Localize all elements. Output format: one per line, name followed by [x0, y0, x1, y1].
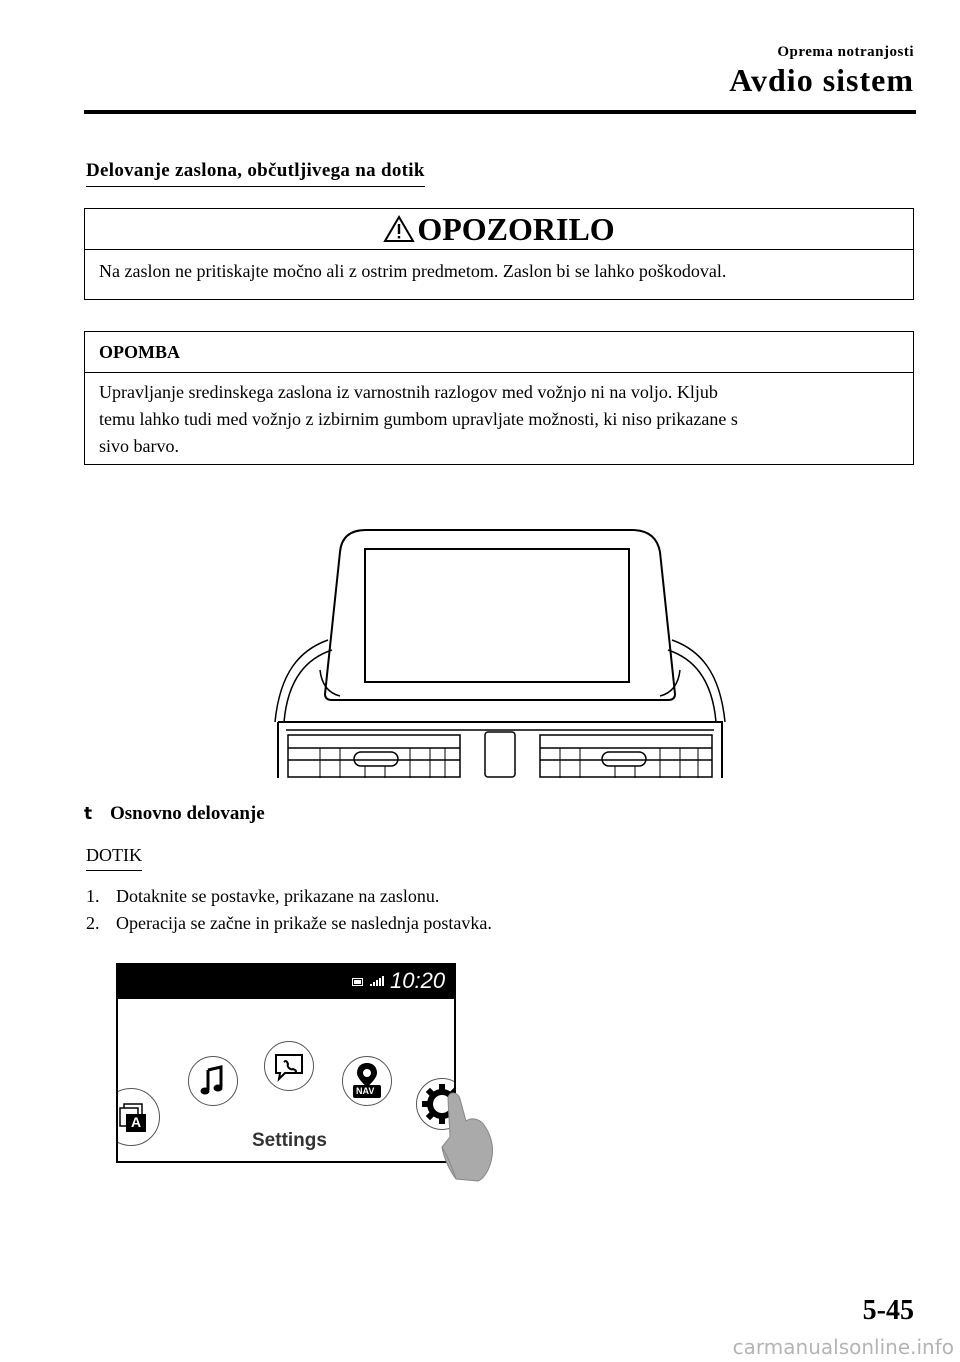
step-text: Operacija se začne in prikaže se naslednja postavka. — [116, 913, 492, 933]
section-heading: Delovanje zaslona, občutljivega na dotik — [86, 160, 425, 187]
header-title: Avdio sistem — [729, 62, 914, 98]
note-title: OPOMBA — [85, 332, 913, 373]
steps-list — [86, 883, 492, 937]
applications-letter: A — [131, 1114, 142, 1130]
note-line: temu lahko tudi med vožnjo z izbirnim gumbom upravljate možnosti, ki niso prikazane s — [99, 409, 738, 429]
warning-box — [84, 208, 914, 300]
subsection-heading — [84, 803, 265, 825]
warning-triangle-icon — [383, 215, 415, 243]
touch-label: DOTIK — [86, 845, 142, 871]
navigation-badge: NAV — [356, 1086, 375, 1096]
communication-icon[interactable] — [264, 1041, 314, 1091]
page-number: 5-45 — [862, 1295, 914, 1326]
settings-label: Settings — [252, 1130, 327, 1151]
applications-icon[interactable] — [116, 1088, 160, 1146]
note-line: sivo barvo. — [99, 436, 179, 456]
subsection-title: Osnovno delovanje — [110, 803, 265, 824]
warning-text: Na zaslon ne pritiskajte močno ali z ostrim predmetom. Zaslon bi se lahko poškodoval. — [99, 261, 727, 281]
header-rule — [84, 110, 916, 114]
screen-status-bar — [118, 965, 454, 999]
header-section-name: Oprema notranjosti — [777, 44, 914, 60]
center-display-illustration — [270, 522, 730, 780]
note-text — [85, 373, 913, 466]
step-text: Dotaknite se postavke, prikazane na zaslonu. — [116, 886, 440, 906]
list-item — [86, 883, 492, 910]
list-item — [86, 910, 492, 937]
step-number: 1. — [86, 886, 100, 906]
warning-header — [85, 209, 913, 250]
finger-pointer-icon — [428, 1085, 498, 1185]
screen-illustration — [116, 963, 456, 1163]
note-line: Upravljanje sredinskega zaslona iz varnostnih razlogov med vožnjo ni na voljo. Kljub — [99, 382, 718, 402]
clock-time: 10:20 — [390, 968, 446, 993]
step-number: 2. — [86, 913, 100, 933]
watermark: carmanualsonline.info — [732, 1335, 954, 1359]
music-icon[interactable] — [188, 1056, 238, 1106]
subsection-bullet: t — [84, 804, 93, 824]
signal-strength-icon — [370, 976, 384, 986]
note-box — [84, 331, 914, 465]
battery-icon — [352, 978, 364, 986]
navigation-icon[interactable] — [342, 1056, 392, 1106]
warning-title: OPOZORILO — [417, 210, 615, 247]
